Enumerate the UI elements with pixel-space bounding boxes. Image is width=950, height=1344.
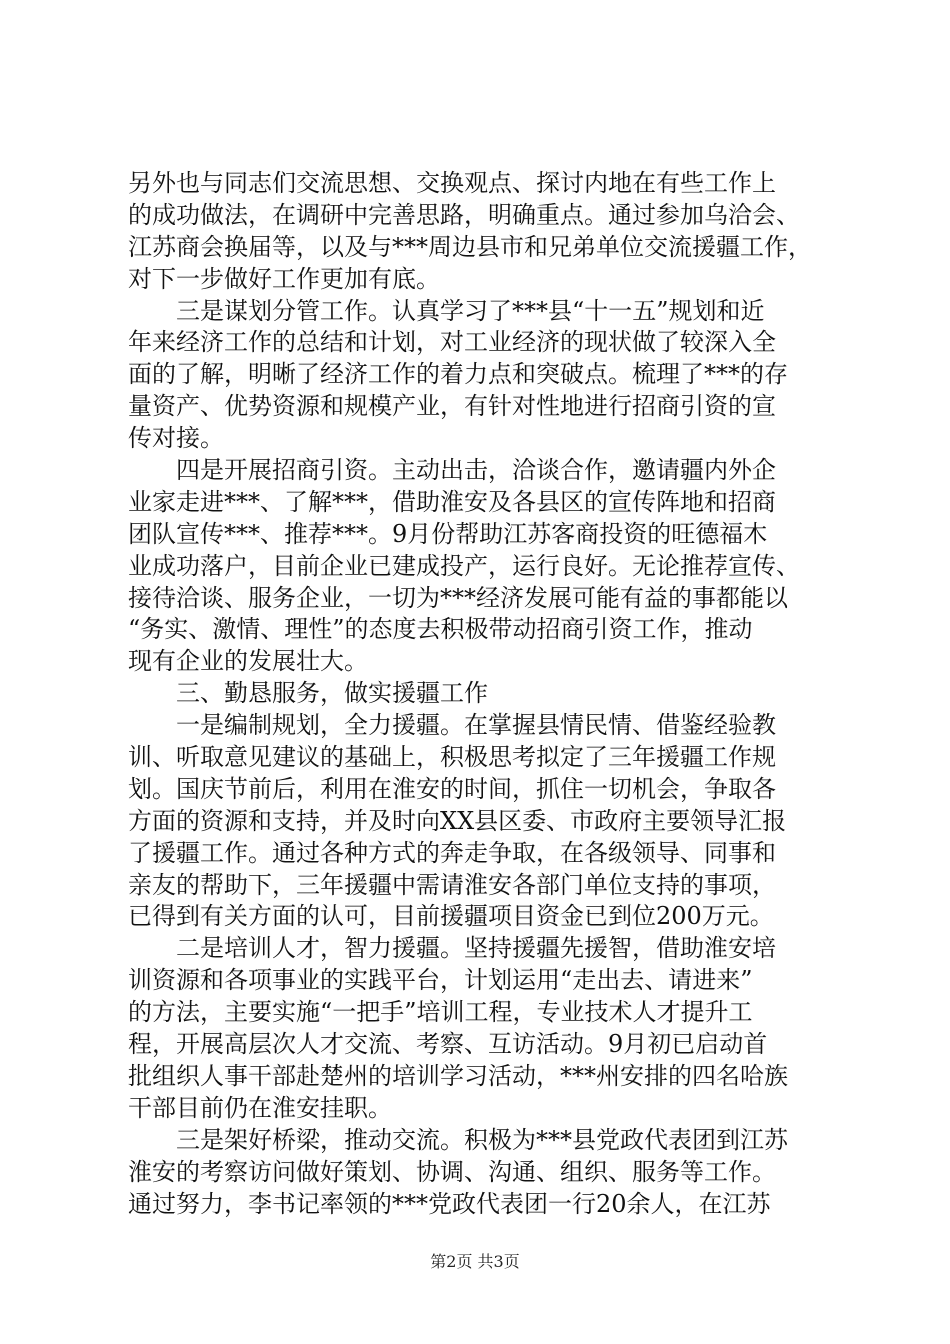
text-line: 现有企业的发展壮大。 bbox=[128, 647, 368, 676]
page-footer bbox=[0, 1252, 950, 1272]
text-line: 二是培训人才，智力援疆。坚持援疆先援智，借助淮安培 bbox=[128, 934, 776, 963]
text-line: 接待洽谈、服务企业，一切为***经济发展可能有益的事都能以 bbox=[128, 583, 788, 612]
text-line: 训、听取意见建议的基础上，积极思考拟定了三年援疆工作规 bbox=[128, 743, 776, 772]
text-line: 传对接。 bbox=[128, 424, 224, 453]
text-line: 通过努力，李书记率领的***党政代表团一行20余人，在江苏 bbox=[128, 1189, 771, 1218]
text-line: 的方法，主要实施“一把手”培训工程，专业技术人才提升工 bbox=[128, 998, 753, 1027]
text-line: 淮安的考察访问做好策划、协调、沟通、组织、服务等工作。 bbox=[128, 1157, 776, 1186]
text-line: 量资产、优势资源和规模产业，有针对性地进行招商引资的宣 bbox=[128, 392, 776, 421]
text-line: 三是架好桥梁，推动交流。积极为***县党政代表团到江苏 bbox=[128, 1125, 788, 1154]
text-line: 江苏商会换届等，以及与***周边县市和兄弟单位交流援疆工作， bbox=[128, 232, 812, 261]
text-line: 程，开展高层次人才交流、考察、互访活动。9月初已启动首 bbox=[128, 1030, 768, 1059]
text-line: 训资源和各项事业的实践平台，计划运用“走出去、请进来” bbox=[128, 966, 753, 995]
text-line: 划。国庆节前后，利用在淮安的时间，抓住一切机会，争取各 bbox=[128, 774, 776, 803]
text-line: 方面的资源和支持，并及时向XX县区委、市政府主要领导汇报 bbox=[128, 806, 787, 835]
text-line: 亲友的帮助下，三年援疆中需请淮安各部门单位支持的事项， bbox=[128, 870, 776, 899]
text-line: 年来经济工作的总结和计划，对工业经济的现状做了较深入全 bbox=[128, 328, 776, 357]
text-line: 批组织人事干部赴楚州的培训学习活动，***州安排的四名哈族 bbox=[128, 1061, 788, 1090]
text-line: 已得到有关方面的认可，目前援疆项目资金已到位200万元。 bbox=[128, 902, 774, 931]
text-line: 一是编制规划，全力援疆。在掌握县情民情、借鉴经验教 bbox=[128, 711, 776, 740]
text-line: 业成功落户，目前企业已建成投产，运行良好。无论推荐宣传、 bbox=[128, 551, 800, 580]
text-line: “务实、激情、理性”的态度去积极带动招商引资工作，推动 bbox=[128, 615, 753, 644]
page-number: 第2页 共3页 bbox=[430, 1252, 520, 1271]
text-line: 业家走进***、了解***，借助淮安及各县区的宣传阵地和招商 bbox=[128, 487, 776, 516]
text-line: 对下一步做好工作更加有底。 bbox=[128, 264, 440, 293]
text-line: 四是开展招商引资。主动出击，洽谈合作，邀请疆内外企 bbox=[128, 456, 776, 485]
text-line: 三是谋划分管工作。认真学习了***县“十一五”规划和近 bbox=[128, 296, 765, 325]
text-line: 了援疆工作。通过各种方式的奔走争取，在各级领导、同事和 bbox=[128, 838, 776, 867]
text-line: 团队宣传***、推荐***。9月份帮助江苏客商投资的旺德福木 bbox=[128, 519, 768, 548]
section-heading: 三、勤恳服务，做实援疆工作 bbox=[128, 679, 488, 708]
text-line: 干部目前仍在淮安挂职。 bbox=[128, 1093, 392, 1122]
text-line: 的成功做法，在调研中完善思路，明确重点。通过参加乌洽会、 bbox=[128, 200, 800, 229]
text-line: 面的了解，明晰了经济工作的着力点和突破点。梳理了***的存 bbox=[128, 360, 788, 389]
text-line: 另外也与同志们交流思想、交换观点、探讨内地在有些工作上 bbox=[128, 169, 776, 197]
body-text bbox=[128, 168, 828, 1220]
